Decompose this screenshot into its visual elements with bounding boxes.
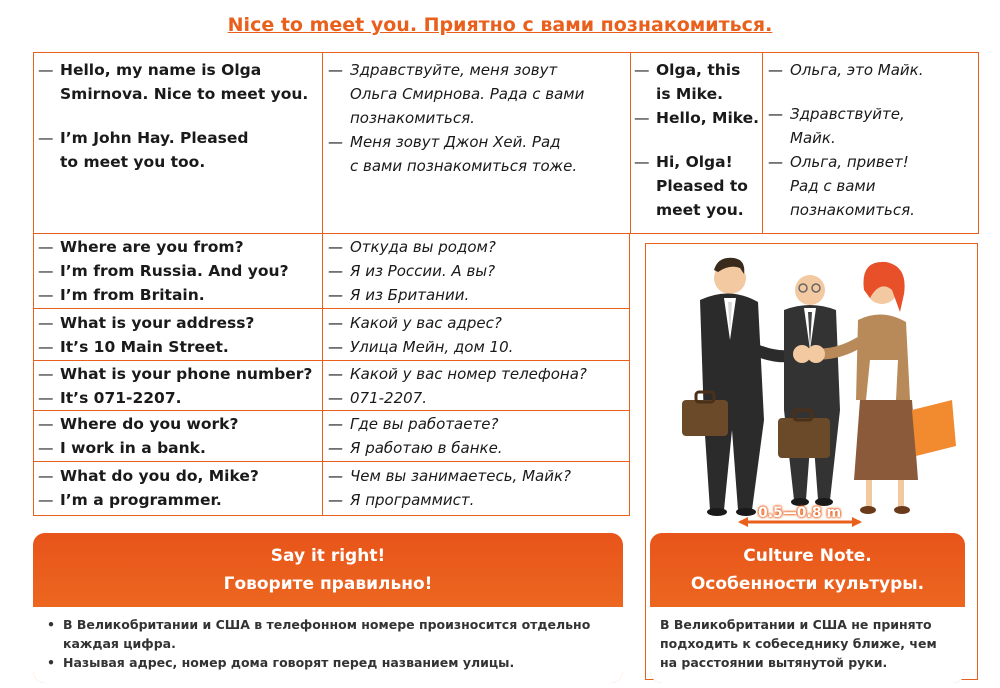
page-title: Nice to meet you. Приятно с вами познакомиться. (227, 14, 773, 36)
dialog-3-en: — What is your phone number? — It’s 071-2207. (38, 365, 313, 407)
intro-ru1-line2: Ольга Смирнова. Рада с вами (350, 85, 585, 103)
dialog-4-ru-line1: Где вы работаете? (350, 415, 499, 433)
dialog-1-en: — Where are you from? — I’m from Russia. And you? — I’m from Britain. (38, 238, 289, 304)
intro-ru-cell-2: — Ольга, это Майк. — Здравствуйте, Майк. — Ольга, привет! Рад с вами познакомиться. (768, 58, 923, 222)
dialog-1-ru-line1: Откуда вы родом? (350, 238, 496, 256)
dialog-3-ru-line2: 071-2207. (350, 389, 427, 407)
dialog-4-ru-line2: Я работаю в банке. (350, 439, 503, 457)
intro-en3-line1: Olga, this (656, 61, 741, 79)
dialog-5-ru: — Чем вы занимаетесь, Майк? — Я программист. (328, 467, 572, 509)
dialog-2-en-line2: It’s 10 Main Street. (60, 338, 229, 356)
dialog-4-en-line2: I work in a bank. (60, 439, 206, 457)
intro-ru5-line1: Ольга, привет! (790, 153, 909, 171)
dialog-4-en-line1: Where do you work? (60, 415, 239, 433)
dialog-1-ru-line3: Я из Британии. (350, 286, 470, 304)
dialog-3-en-line1: What is your phone number? (60, 365, 313, 383)
dialog-1-en-line2: I’m from Russia. And you? (60, 262, 289, 280)
dialog-4-en: — Where do you work? — I work in a bank. (38, 415, 239, 457)
intro-en2-line2: to meet you too. (60, 153, 206, 171)
intro-ru-cell: — Здравствуйте, меня зовут Ольга Смирнова. Рада с вами познакомиться. — Меня зовут Джон Хей. Рад с вами познакомиться тоже. (328, 58, 584, 178)
say-it-right-panel (33, 533, 623, 683)
culture-note-title: Culture Note. (743, 546, 872, 566)
dialog-5-ru-line2: Я программист. (350, 491, 475, 509)
dialog-4-ru: — Где вы работаете? — Я работаю в банке. (328, 415, 503, 457)
culture-note-text: В Великобритании и США не принято подходить к собеседнику ближе, чем на расстоянии вытянутой руки. (660, 617, 937, 670)
intro-ru4-line1: Здравствуйте, (790, 105, 905, 123)
intro-en2-line1: I’m John Hay. Pleased (60, 129, 249, 147)
dialog-5-ru-line1: Чем вы занимаетесь, Майк? (350, 467, 572, 485)
dialog-5-en-line2: I’m a programmer. (60, 491, 222, 509)
culture-note-panel (650, 533, 965, 683)
say-it-right-body (33, 607, 623, 683)
dialog-1-ru-line2: Я из России. А вы? (350, 262, 496, 280)
dialog-5-en: — What do you do, Mike? — I’m a programmer. (38, 467, 259, 509)
intro-en1-line1: Hello, my name is Olga (60, 61, 262, 79)
dialog-1-en-line3: I’m from Britain. (60, 286, 205, 304)
distance-label: 0.5—0.8 m (758, 505, 842, 521)
say-it-right-bullet-1: • В Великобритании и США в телефонном номере произносится отдельно каждая цифра. (47, 617, 591, 651)
intro-ru4-line2: Майк. (790, 129, 836, 147)
intro-en1-line2: Smirnova. Nice to meet you. (60, 85, 309, 103)
culture-note-body (650, 607, 965, 683)
intro-ru1-line1: Здравствуйте, меня зовут (350, 61, 558, 79)
intro-ru3-line1: Ольга, это Майк. (790, 61, 924, 79)
dialog-2-ru-line1: Какой у вас адрес? (350, 314, 502, 332)
intro-en-cell-2: — Olga, this is Mike. — Hello, Mike. — Hi, Olga! Pleased to meet you. (634, 58, 759, 222)
intro-en5-line3: meet you. (656, 201, 744, 219)
dialog-3-ru: — Какой у вас номер телефона? — 071-2207. (328, 365, 587, 407)
intro-ru5-line2: Рад с вами (790, 177, 876, 195)
intro-en4-line1: Hello, Mike. (656, 109, 760, 127)
dialog-2-ru: — Какой у вас адрес? — Улица Мейн, дом 10. (328, 314, 514, 356)
say-it-right-bullet-2: • Называя адрес, номер дома говорят перед названием улицы. (47, 655, 515, 670)
intro-en5-line1: Hi, Olga! (656, 153, 733, 171)
dialog-2-en-line1: What is your address? (60, 314, 255, 332)
intro-en-cell: — Hello, my name is Olga Smirnova. Nice to meet you. — I’m John Hay. Pleased to meet you too. (38, 58, 308, 174)
dialog-2-en: — What is your address? — It’s 10 Main Street. (38, 314, 255, 356)
culture-note-title-ru: Особенности культуры. (690, 574, 925, 594)
dialog-3-en-line2: It’s 071-2207. (60, 389, 182, 407)
dialog-2-ru-line2: Улица Мейн, дом 10. (350, 338, 514, 356)
say-it-right-title-ru: Говорите правильно! (223, 574, 433, 594)
intro-ru5-line3: познакомиться. (790, 201, 915, 219)
intro-ru1-line3: познакомиться. (350, 109, 475, 127)
dialog-5-en-line1: What do you do, Mike? (60, 467, 259, 485)
handshake-illustration (660, 250, 965, 532)
intro-ru2-line2: с вами познакомиться тоже. (350, 157, 578, 175)
dialog-3-ru-line1: Какой у вас номер телефона? (350, 365, 587, 383)
intro-ru2-line1: Меня зовут Джон Хей. Рад (350, 133, 561, 151)
intro-en5-line2: Pleased to (656, 177, 748, 195)
say-it-right-title: Say it right! (270, 546, 386, 566)
dialog-1-ru: — Откуда вы родом? — Я из России. А вы? — Я из Британии. (328, 238, 496, 304)
intro-en3-line2: is Mike. (656, 85, 723, 103)
dialog-1-en-line1: Where are you from? (60, 238, 244, 256)
